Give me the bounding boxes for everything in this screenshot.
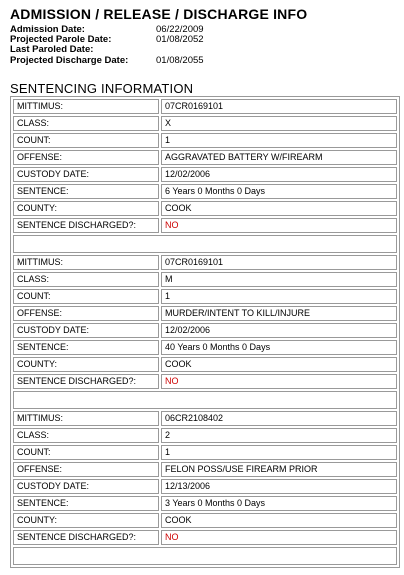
count-value: 1 xyxy=(161,133,397,148)
sentencing-title: SENTENCING INFORMATION xyxy=(10,81,194,96)
table-row xyxy=(13,218,397,233)
custody-date-label: CUSTODY DATE: xyxy=(13,167,159,182)
county-value: COOK xyxy=(161,357,397,372)
count-label: COUNT: xyxy=(13,445,159,460)
admission-date-label: Admission Date: xyxy=(10,24,85,35)
discharged-label: SENTENCE DISCHARGED?: xyxy=(13,218,159,233)
mittimus-label: MITTIMUS: xyxy=(13,255,159,270)
table-row xyxy=(13,272,397,287)
discharged-value: NO xyxy=(161,530,397,545)
offense-value: AGGRAVATED BATTERY W/FIREARM xyxy=(161,150,397,165)
projected-discharge-value: 01/08/2055 xyxy=(156,55,204,66)
class-value: X xyxy=(161,116,397,131)
county-value: COOK xyxy=(161,201,397,216)
custody-date-value: 12/13/2006 xyxy=(161,479,397,494)
offense-label: OFFENSE: xyxy=(13,150,159,165)
offense-label: OFFENSE: xyxy=(13,306,159,321)
last-paroled-label: Last Paroled Date: xyxy=(10,44,94,55)
table-row xyxy=(13,357,397,372)
table-row xyxy=(13,116,397,131)
custody-date-label: CUSTODY DATE: xyxy=(13,479,159,494)
discharged-value: NO xyxy=(161,374,397,389)
sentence-value: 3 Years 0 Months 0 Days xyxy=(161,496,397,511)
table-row xyxy=(13,99,397,114)
county-label: COUNTY: xyxy=(13,201,159,216)
class-value: M xyxy=(161,272,397,287)
custody-date-value: 12/02/2006 xyxy=(161,167,397,182)
offense-label: OFFENSE: xyxy=(13,462,159,477)
county-value: COOK xyxy=(161,513,397,528)
record-spacer xyxy=(13,391,397,409)
projected-discharge-label: Projected Discharge Date: xyxy=(10,55,129,66)
class-label: CLASS: xyxy=(13,428,159,443)
count-label: COUNT: xyxy=(13,133,159,148)
sentence-label: SENTENCE: xyxy=(13,340,159,355)
table-row xyxy=(13,496,397,511)
admission-title: ADMISSION / RELEASE / DISCHARGE INFO xyxy=(10,6,308,22)
mittimus-value: 07CR0169101 xyxy=(161,255,397,270)
mittimus-label: MITTIMUS: xyxy=(13,99,159,114)
table-row xyxy=(13,150,397,165)
custody-date-value: 12/02/2006 xyxy=(161,323,397,338)
mittimus-label: MITTIMUS: xyxy=(13,411,159,426)
county-label: COUNTY: xyxy=(13,357,159,372)
offense-value: MURDER/INTENT TO KILL/INJURE xyxy=(161,306,397,321)
count-value: 1 xyxy=(161,445,397,460)
record-spacer xyxy=(13,547,397,565)
mittimus-value: 07CR0169101 xyxy=(161,99,397,114)
class-label: CLASS: xyxy=(13,272,159,287)
record-spacer xyxy=(13,235,397,253)
table-row xyxy=(13,411,397,426)
class-label: CLASS: xyxy=(13,116,159,131)
table-row xyxy=(13,255,397,270)
table-row xyxy=(13,445,397,460)
sentence-label: SENTENCE: xyxy=(13,184,159,199)
table-row xyxy=(13,133,397,148)
sentence-value: 6 Years 0 Months 0 Days xyxy=(161,184,397,199)
table-row xyxy=(13,340,397,355)
class-value: 2 xyxy=(161,428,397,443)
count-value: 1 xyxy=(161,289,397,304)
table-row xyxy=(13,167,397,182)
offense-value: FELON POSS/USE FIREARM PRIOR xyxy=(161,462,397,477)
sentencing-table xyxy=(10,96,400,568)
discharged-value: NO xyxy=(161,218,397,233)
table-row xyxy=(13,479,397,494)
discharged-label: SENTENCE DISCHARGED?: xyxy=(13,374,159,389)
table-row xyxy=(13,513,397,528)
custody-date-label: CUSTODY DATE: xyxy=(13,323,159,338)
table-row xyxy=(13,289,397,304)
table-row xyxy=(13,323,397,338)
sentence-label: SENTENCE: xyxy=(13,496,159,511)
projected-parole-label: Projected Parole Date: xyxy=(10,34,112,45)
sentence-value: 40 Years 0 Months 0 Days xyxy=(161,340,397,355)
projected-parole-value: 01/08/2052 xyxy=(156,34,204,45)
admission-date-value: 06/22/2009 xyxy=(156,24,204,35)
table-row xyxy=(13,306,397,321)
table-row xyxy=(13,201,397,216)
discharged-label: SENTENCE DISCHARGED?: xyxy=(13,530,159,545)
count-label: COUNT: xyxy=(13,289,159,304)
county-label: COUNTY: xyxy=(13,513,159,528)
table-row xyxy=(13,530,397,545)
table-row xyxy=(13,462,397,477)
table-row xyxy=(13,374,397,389)
mittimus-value: 06CR2108402 xyxy=(161,411,397,426)
table-row xyxy=(13,184,397,199)
table-row xyxy=(13,428,397,443)
